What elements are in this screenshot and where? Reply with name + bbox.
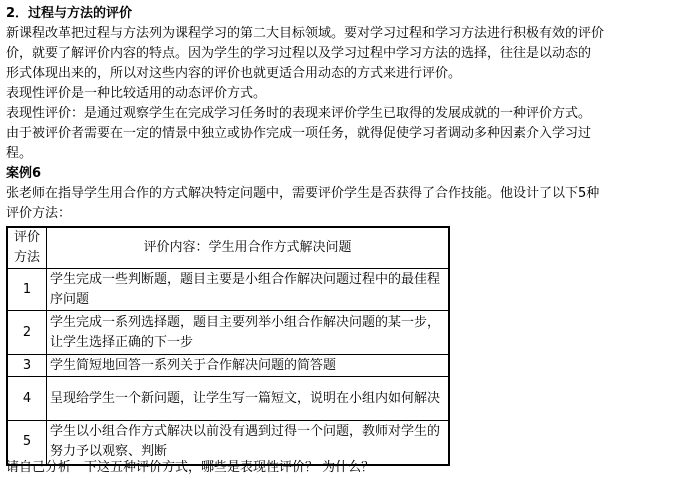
paragraph-line: 表现性评价是一种比较适用的动态评价方式。 — [6, 86, 267, 101]
row-number: 1 — [7, 269, 47, 311]
table-row — [7, 269, 449, 311]
table-row — [7, 311, 449, 355]
row-number: 2 — [7, 311, 47, 355]
paragraph-line: 程。 — [6, 146, 33, 161]
row-number: 3 — [7, 355, 47, 377]
question-line: 请自己分析一下这五种评价方式，哪些是表现性评价？ 为什么？ — [6, 460, 375, 475]
table-header-row — [7, 227, 449, 269]
row-content: 学生完成一些判断题，题目主要是小组合作解决问题过程中的最佳程序问题 — [47, 269, 450, 311]
paragraph-line: 形式体现出来的，所以对这些内容的评价也就更适合用动态的方式来进行评价。 — [6, 66, 462, 81]
row-number: 4 — [7, 377, 47, 421]
row-content: 学生以小组合作方式解决以前没有遇到过得一个问题，教师对学生的努力予以观察、判断 — [47, 421, 450, 465]
table-row — [7, 355, 449, 377]
evaluation-table — [6, 226, 450, 466]
row-content: 学生简短地回答一系列关于合作解决问题的简答题 — [47, 355, 450, 377]
paragraph-line: 由于被评价者需要在一定的情景中独立或协作完成一项任务，就得促使学习者调动多种因素介入学习过 — [6, 126, 592, 141]
paragraph-line: 价，就要了解评价内容的特点。因为学生的学习过程以及学习过程中学习方法的选择，往往是以动态的 — [6, 46, 592, 61]
paragraph-line: 表现性评价：是通过观察学生在完成学习任务时的表现来评价学生已取得的发展成就的一种评价方式。 — [6, 106, 592, 121]
header-method — [7, 227, 47, 269]
table-row — [7, 377, 449, 421]
case-line: 张老师在指导学生用合作的方式解决特定问题中，需要评价学生是否获得了合作技能。他设计了以下5种 — [6, 186, 600, 201]
header-method-text: 评价方法 — [14, 230, 41, 265]
section-title: 2．过程与方法的评价 — [6, 6, 133, 21]
row-content: 学生完成一系列选择题，题目主要列举小组合作解决问题的某一步，让学生选择正确的下一步 — [47, 311, 450, 355]
paragraph-line: 新课程改革把过程与方法列为课程学习的第二大目标领域。要对学习过程和学习方法进行积极有效的评价 — [6, 26, 605, 41]
header-content: 评价内容：学生用合作方式解决问题 — [47, 227, 450, 269]
row-content: 呈现给学生一个新问题，让学生写一篇短文，说明在小组内如何解决 — [47, 377, 450, 421]
row-number: 5 — [7, 421, 47, 465]
case-line: 评价方法： — [6, 206, 72, 221]
case-title: 案例6 — [6, 166, 42, 181]
